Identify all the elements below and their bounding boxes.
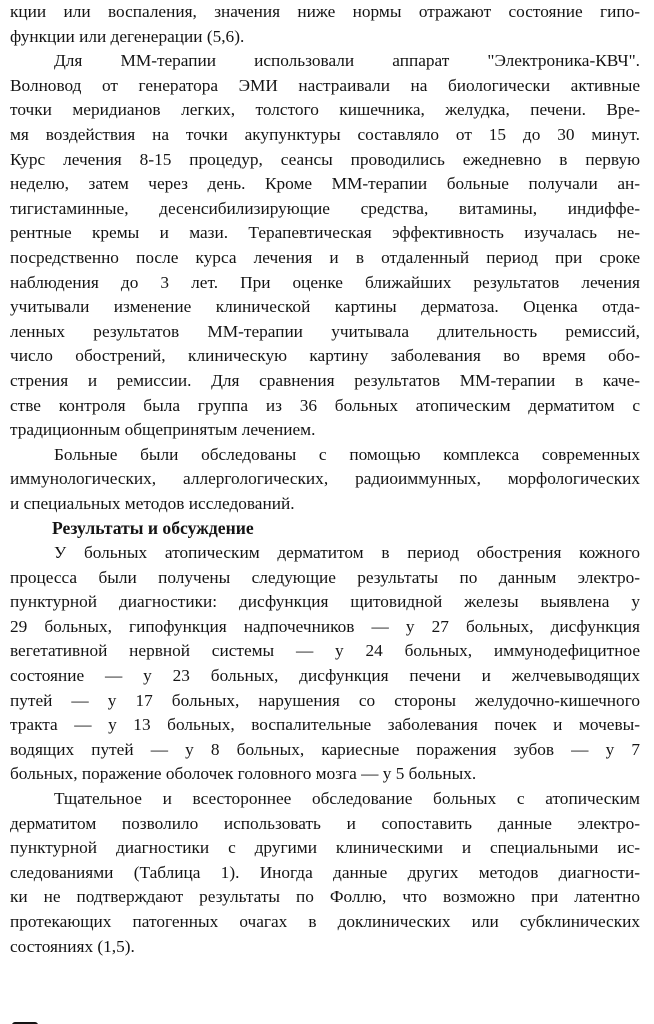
text-line: протекающих патогенных очагах в доклинических или субклинических xyxy=(10,911,640,931)
text-line: ки не подтверждают результаты по Фоллю, что возможно при латентно xyxy=(10,887,640,907)
text-line: пунктурной диагностики: дисфункция щитовидной железы выявлена у xyxy=(10,592,640,612)
section-heading: Результаты и обсуждение xyxy=(52,518,254,539)
paragraph-1 xyxy=(10,0,640,49)
text-line: традиционным общепринятым лечением. xyxy=(10,420,316,440)
text-line: Тщательное и всестороннее обследование больных с атопическим xyxy=(54,789,640,808)
text-line: Больные были обследованы с помощью комплекса современных xyxy=(54,444,640,464)
text-line: Курс лечения 8-15 процедур, сеансы проводились ежедневно в первую xyxy=(10,149,640,169)
text-line: У больных атопическим дерматитом в период обострения кожного xyxy=(54,543,640,563)
text-line: неделю, затем через день. Кроме ММ-терапии больные получали ан- xyxy=(10,174,640,194)
text-line: рентные кремы и мази. Терапевтическая эффективность изучалась не- xyxy=(10,223,640,243)
text-line: тигистаминные, десенсибилизирующие средства, витамины, индиффе- xyxy=(10,198,640,218)
text-line: функции или дегенерации (5,6). xyxy=(10,26,245,46)
paragraph-2 xyxy=(10,49,640,443)
text-line: ленных результатов ММ-терапии учитывала длительность ремиссий, xyxy=(10,321,640,341)
text-line: вегетативной нервной системы — у 24 больных, иммунодефицитное xyxy=(10,641,640,661)
document-page xyxy=(10,0,640,1024)
text-line: Для ММ-терапии использовали аппарат "Электроника-КВЧ". xyxy=(54,51,640,71)
text-line: водящих путей — у 8 больных, кариесные поражения зубов — у 7 xyxy=(10,739,640,759)
results-paragraph-1 xyxy=(10,541,640,787)
paragraph-3 xyxy=(10,443,640,517)
text-line: и специальных методов исследований. xyxy=(10,493,295,513)
text-line: точки меридианов легких, толстого кишечника, желудка, печени. Вре- xyxy=(10,100,640,120)
text-line: больных, поражение оболочек головного мозга — у 5 больных. xyxy=(10,764,477,784)
text-line: состояниях (1,5). xyxy=(10,936,135,956)
text-line: процесса были получены следующие результаты по данным электро- xyxy=(10,567,640,587)
text-line: кции или воспаления, значения ниже нормы отражают состояние гипо- xyxy=(10,2,640,21)
text-line: 29 больных, гипофункция надпочечников — у 27 больных, дисфункция xyxy=(10,616,640,636)
text-line: учитывали изменение клинической картины дерматоза. Оценка отда- xyxy=(10,297,640,317)
text-line: мя воздействия на точки акупунктуры составляло от 15 до 30 минут. xyxy=(10,124,640,144)
text-line: следованиями (Таблица 1). Иногда данные других методов диагности- xyxy=(10,862,640,882)
text-line: путей — у 17 больных, нарушения со стороны желудочно-кишечного xyxy=(10,690,640,710)
text-line: состояние — у 23 больных, дисфункция печени и желчевыводящих xyxy=(10,666,640,686)
text-line: стрения и ремиссии. Для сравнения результатов ММ-терапии в каче- xyxy=(10,370,640,390)
results-paragraph-2 xyxy=(10,787,640,959)
text-line: посредственно после курса лечения и в отдаленный период при сроке xyxy=(10,247,640,267)
text-line: дерматитом позволило использовать и сопоставить данные электро- xyxy=(10,813,640,833)
text-line: число обострений, клиническую картину заболевания во время обо- xyxy=(10,346,640,366)
text-line: наблюдения до 3 лет. При оценке ближайших результатов лечения xyxy=(10,272,640,292)
text-line: иммунологических, аллергологических, радиоиммунных, морфологических xyxy=(10,469,640,489)
text-line: тракта — у 13 больных, воспалительные заболевания почек и мочевы- xyxy=(10,715,640,735)
text-line: пунктурной диагностики с другими клиническими и специальными ис- xyxy=(10,838,640,858)
text-line: стве контроля была группа из 36 больных атопическим дерматитом с xyxy=(10,395,640,415)
text-line: Волновод от генератора ЭМИ настраивали на биологически активные xyxy=(10,75,640,95)
